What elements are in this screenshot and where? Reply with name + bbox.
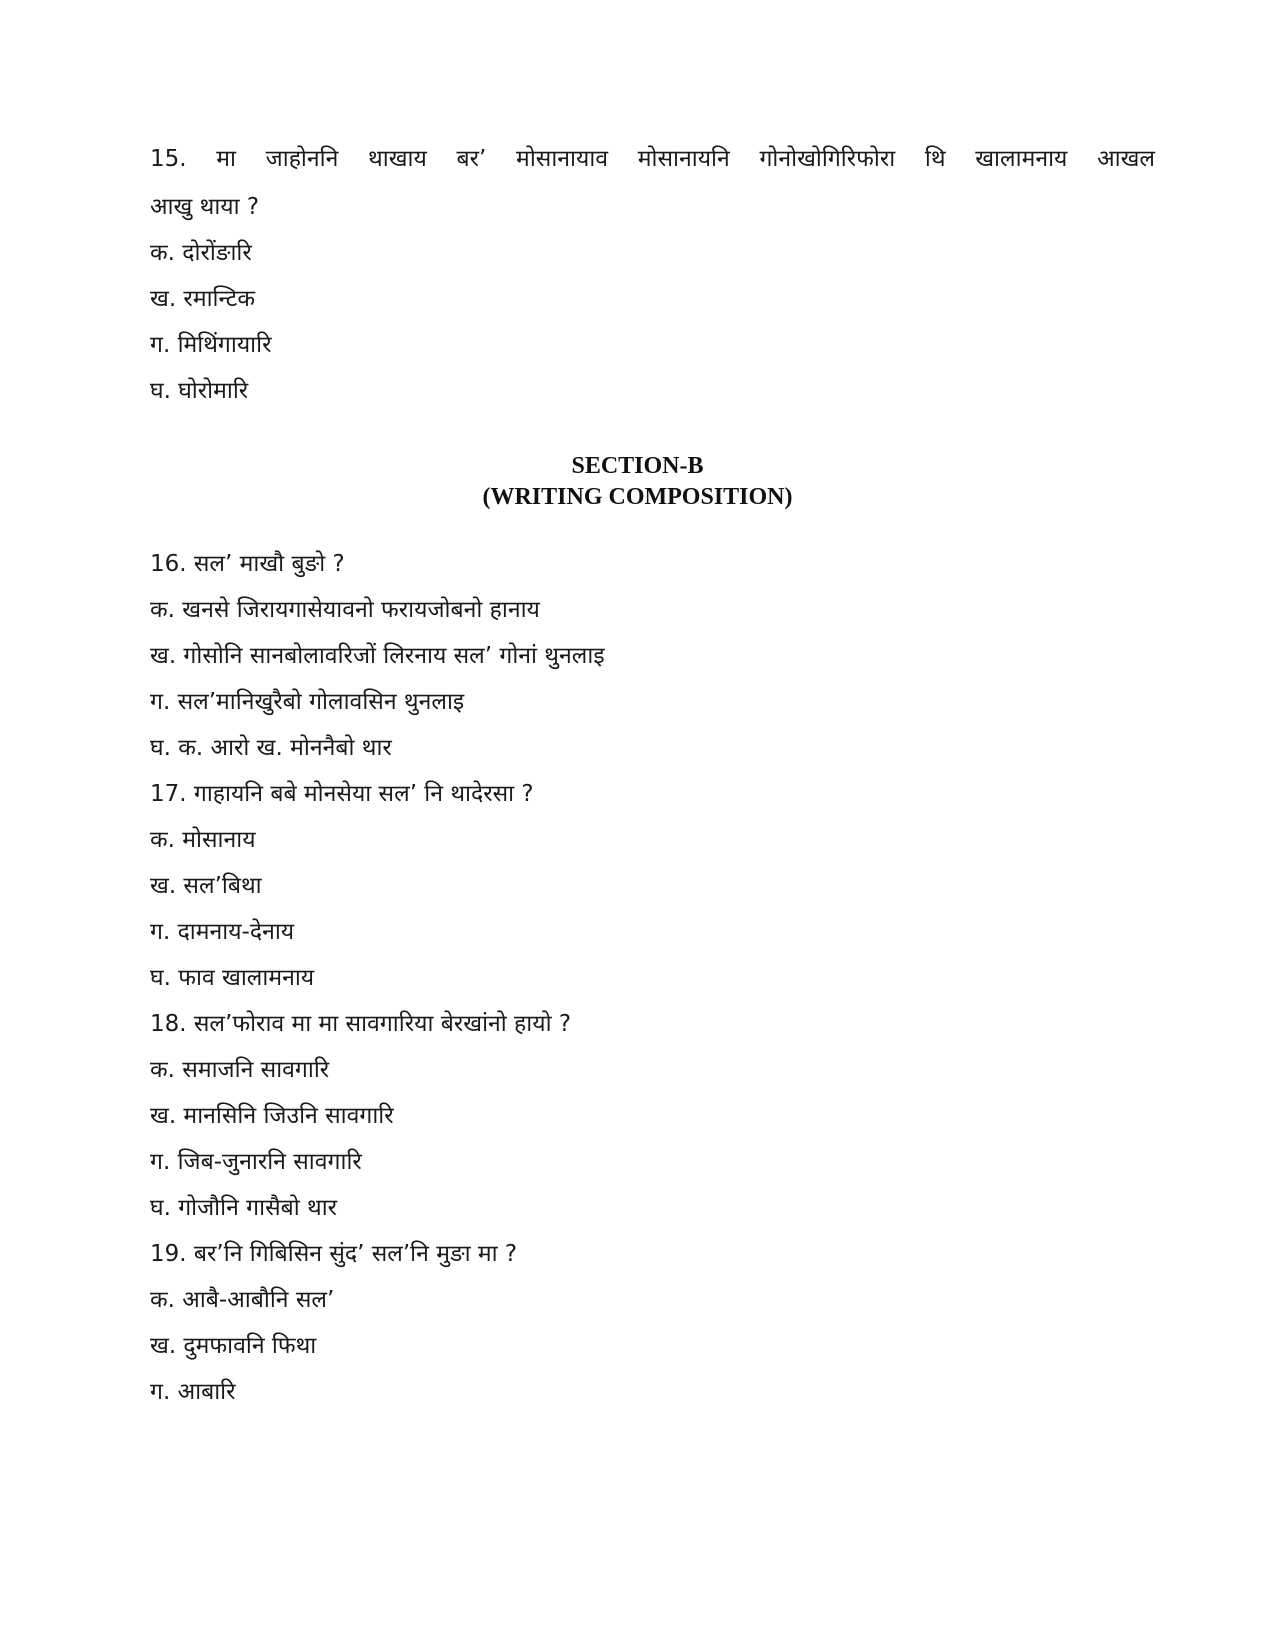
question-19-option-b: ख. दुमफावनि फिथा <box>150 1333 317 1359</box>
question-16-text: 16. सल’ माखौ बुङो ? <box>150 551 345 577</box>
question-15-option-a: क. दोरोंङारि <box>150 240 252 266</box>
question-18-text: 18. सल’फोराव मा मा सावगारिया बेरखांनो हायो ? <box>150 1011 572 1037</box>
question-17-text: 17. गाहायनि बबे मोनसेया सल’ नि थादेरसा ? <box>150 781 534 807</box>
section-subtitle: (WRITING COMPOSITION) <box>482 484 793 510</box>
question-17-option-a: क. मोसानाय <box>150 827 256 853</box>
question-18-option-d: घ. गोजौनि गासैबो थार <box>150 1195 338 1221</box>
question-18-option-c: ग. जिब-जुनारनि सावगारि <box>150 1149 362 1175</box>
section-title: SECTION-B <box>571 453 704 479</box>
question-16-option-c: ग. सल’मानिखुरैबो गोलावसिन थुनलाइ <box>150 689 465 715</box>
question-15-option-d: घ. घोरोमारि <box>150 378 249 404</box>
question-19-text: 19. बर’नि गिबिसिन सुंद’ सल’नि मुङा मा ? <box>150 1241 518 1267</box>
question-16-option-b: ख. गोसोनि सानबोलावरिजों लिरनाय सल’ गोनां थुनलाइ <box>150 643 605 669</box>
question-17-option-d: घ. फाव खालामनाय <box>150 965 315 991</box>
question-15-option-b: ख. रमान्टिक <box>150 286 255 312</box>
question-15-text-line2: आखु थाया ? <box>150 194 260 220</box>
question-17-option-b: ख. सल’बिथा <box>150 873 262 899</box>
question-18-option-a: क. समाजनि सावगारि <box>150 1057 330 1083</box>
question-17-option-c: ग. दामनाय-देनाय <box>150 919 295 945</box>
question-19-option-c: ग. आबारि <box>150 1379 236 1405</box>
question-15-option-c: ग. मिथिंगायारि <box>150 332 272 358</box>
question-16-option-a: क. खनसे जिरायगासेयावनो फरायजोबनो हानाय <box>150 597 540 623</box>
question-16-option-d: घ. क. आरो ख. मोननैबो थार <box>150 735 392 761</box>
question-15-text-line1: 15. मा जाहोननि थाखाय बर’ मोसानायाव मोसानायनि गोनोखोगिरिफोरा थि खालामनाय आखल <box>150 146 1155 172</box>
question-19-option-a: क. आबै-आबौनि सल’ <box>150 1287 335 1313</box>
question-18-option-b: ख. मानसिनि जिउनि सावगारि <box>150 1103 394 1129</box>
